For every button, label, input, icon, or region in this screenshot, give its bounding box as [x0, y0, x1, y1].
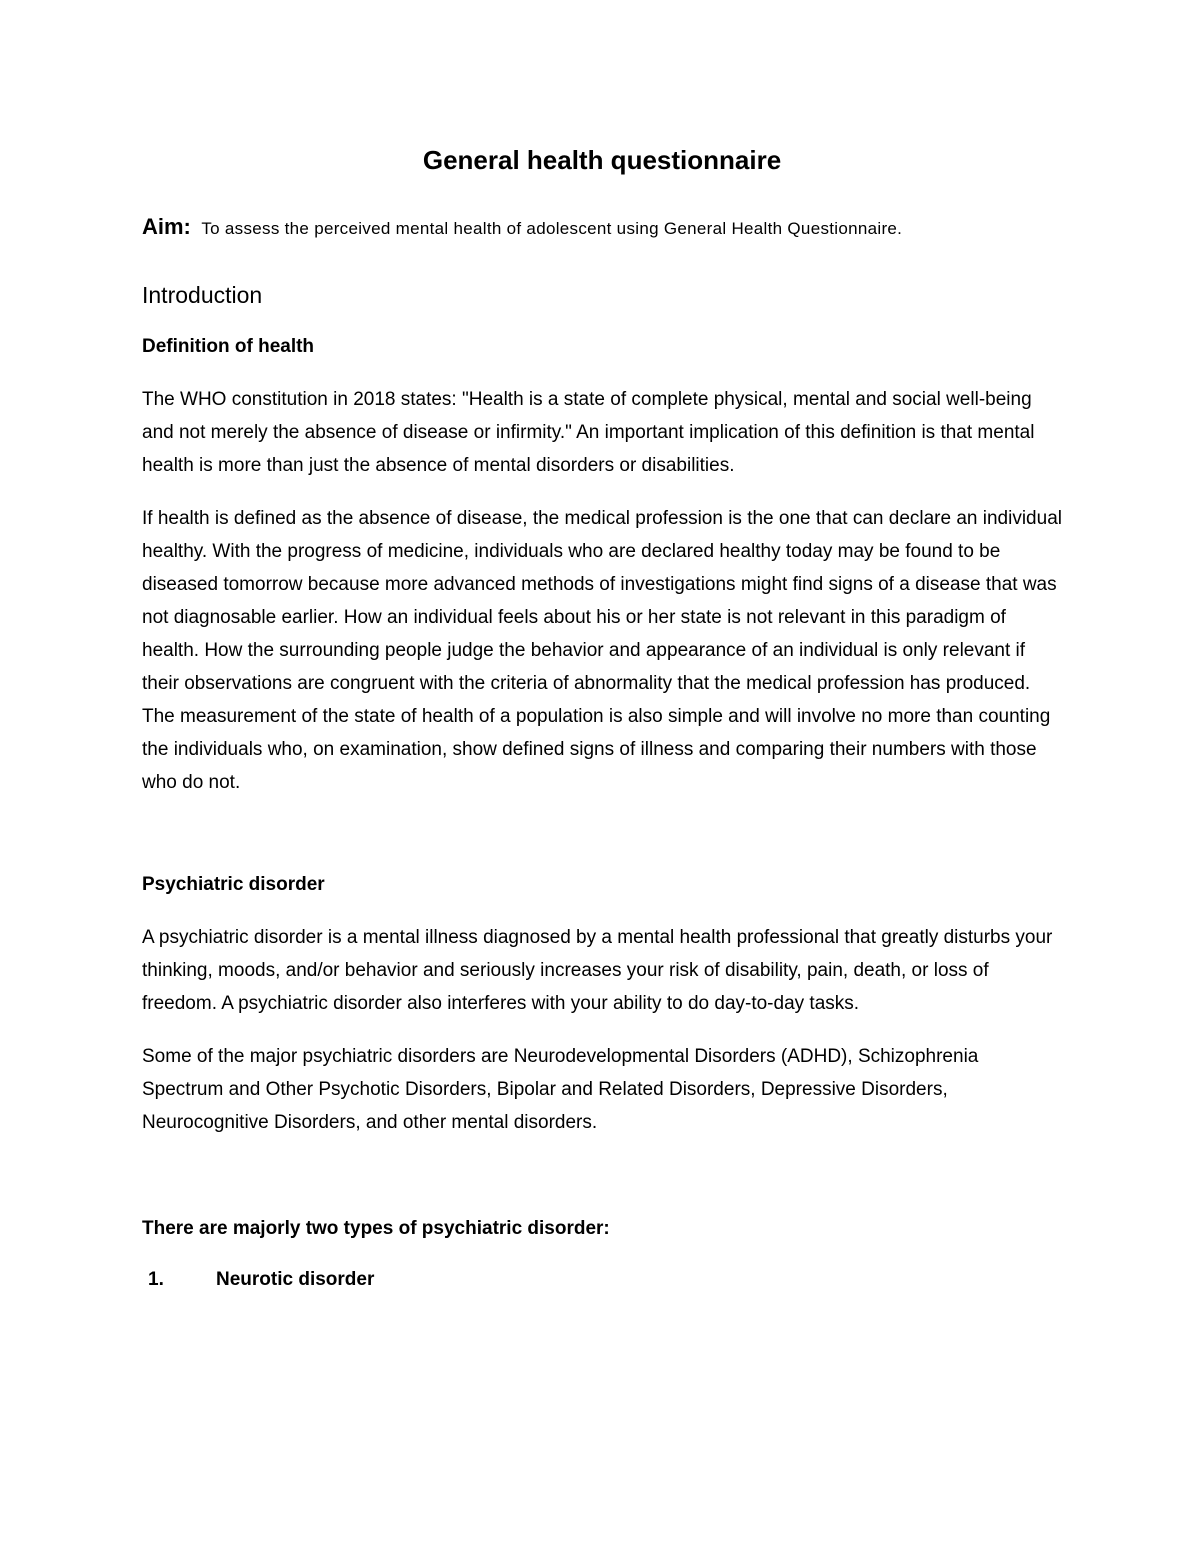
list-item: [142, 1265, 1062, 1295]
aim-line: [142, 212, 1062, 245]
list-item-label: Neurotic disorder: [216, 1269, 375, 1290]
aim-text: To assess the perceived mental health of adolescent using General Health Questionnaire.: [201, 219, 903, 238]
list-item-number: 1.: [148, 1269, 164, 1290]
document-content: [142, 140, 1062, 1295]
spacer: [142, 1159, 1062, 1215]
spacer: [142, 819, 1062, 871]
types-list: [142, 1265, 1062, 1295]
aim-label: Aim:: [142, 214, 191, 239]
definition-heading: Definition of health: [142, 336, 315, 357]
definition-paragraph-2: If health is defined as the absence of disease, the medical profession is the one that can declare an individual healthy. With the progress of medicine, individuals who are declared healthy today may be found to be diseased tomorrow because more advanced methods of investigations might find signs of a disease that was not diagnosable earlier. How an individual feels about his or her state is not relevant in this paradigm of health. How the surrounding people judge the behavior and appearance of an individual is only relevant if their observations are congruent with the criteria of abnormality that the medical profession has produced. The measurement of the state of health of a population is also simple and will involve no more than counting the individuals who, on examination, show defined signs of illness and comparing their numbers with those who do not.: [142, 508, 1062, 793]
page-title: General health questionnaire: [422, 145, 782, 175]
introduction-heading: Introduction: [142, 282, 263, 308]
definition-paragraph-1: The WHO constitution in 2018 states: "Health is a state of complete physical, mental and social well-being and not merely the absence of disease or infirmity." An important implication of this definition is that mental health is more than just the absence of mental disorders or disabilities.: [142, 389, 1035, 476]
psychiatric-paragraph-2: Some of the major psychiatric disorders are Neurodevelopmental Disorders (ADHD), Schizophrenia Spectrum and Other Psychotic Disorders, Bipolar and Related Disorders, Depressive Disorders, Neurocognitive Disorders, and other mental disorders.: [142, 1046, 979, 1133]
psychiatric-heading: Psychiatric disorder: [142, 874, 325, 895]
psychiatric-paragraph-1: A psychiatric disorder is a mental illness diagnosed by a mental health professional that greatly disturbs your thinking, moods, and/or behavior and seriously increases your risk of disability, pain, death, or loss of freedom. A psychiatric disorder also interferes with your ability to do day-to-day tasks.: [142, 927, 1053, 1014]
types-heading: There are majorly two types of psychiatric disorder:: [142, 1218, 610, 1239]
